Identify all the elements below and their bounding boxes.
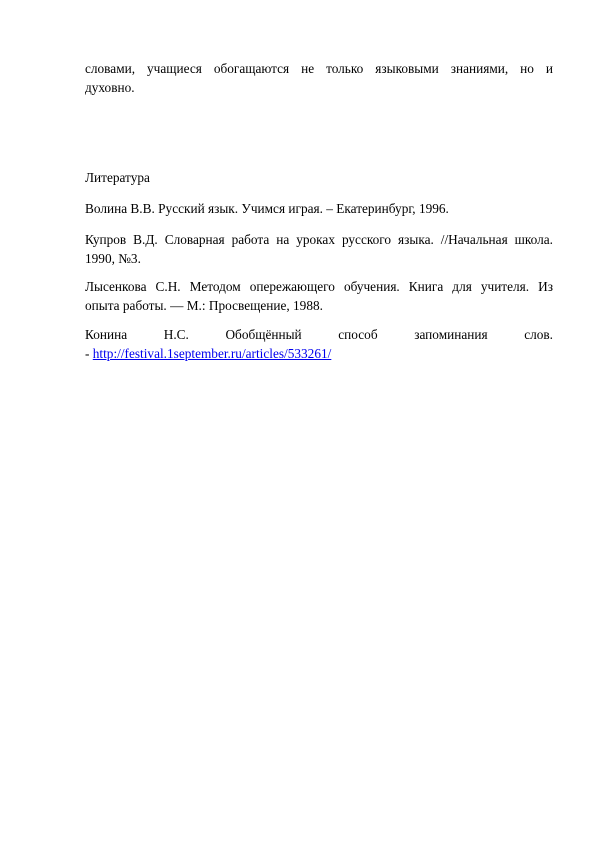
reference-2-line-2: 1990, №3. (85, 251, 141, 266)
intro-line-1: словами, учащиеся обогащаются не только языковыми знаниями, но и (85, 61, 553, 76)
intro-line-2: духовно. (85, 80, 135, 95)
reference-4-link[interactable]: http://festival.1september.ru/articles/533261/ (92, 346, 332, 361)
reference-3-line-2: опыта работы. — М.: Просвещение, 1988. (85, 298, 323, 313)
literature-heading: Литература (85, 170, 150, 185)
reference-3-line-1: Лысенкова С.Н. Методом опережающего обучения. Книга для учителя. Из (85, 279, 553, 294)
reference-1: Волина В.В. Русский язык. Учимся играя. – Екатеринбург, 1996. (85, 201, 449, 216)
reference-2-line-1: Купров В.Д. Словарная работа на уроках русского языка. //Начальная школа. (85, 232, 553, 247)
reference-2 (85, 230, 553, 268)
reference-4-dash: - (85, 346, 93, 361)
reference-4-line-1: Конина Н.С. Обобщённый способ запоминания слов. (85, 327, 553, 342)
reference-3 (85, 277, 553, 315)
reference-4 (85, 325, 553, 363)
reference-4-line-2 (85, 344, 553, 363)
intro-paragraph (85, 59, 553, 97)
